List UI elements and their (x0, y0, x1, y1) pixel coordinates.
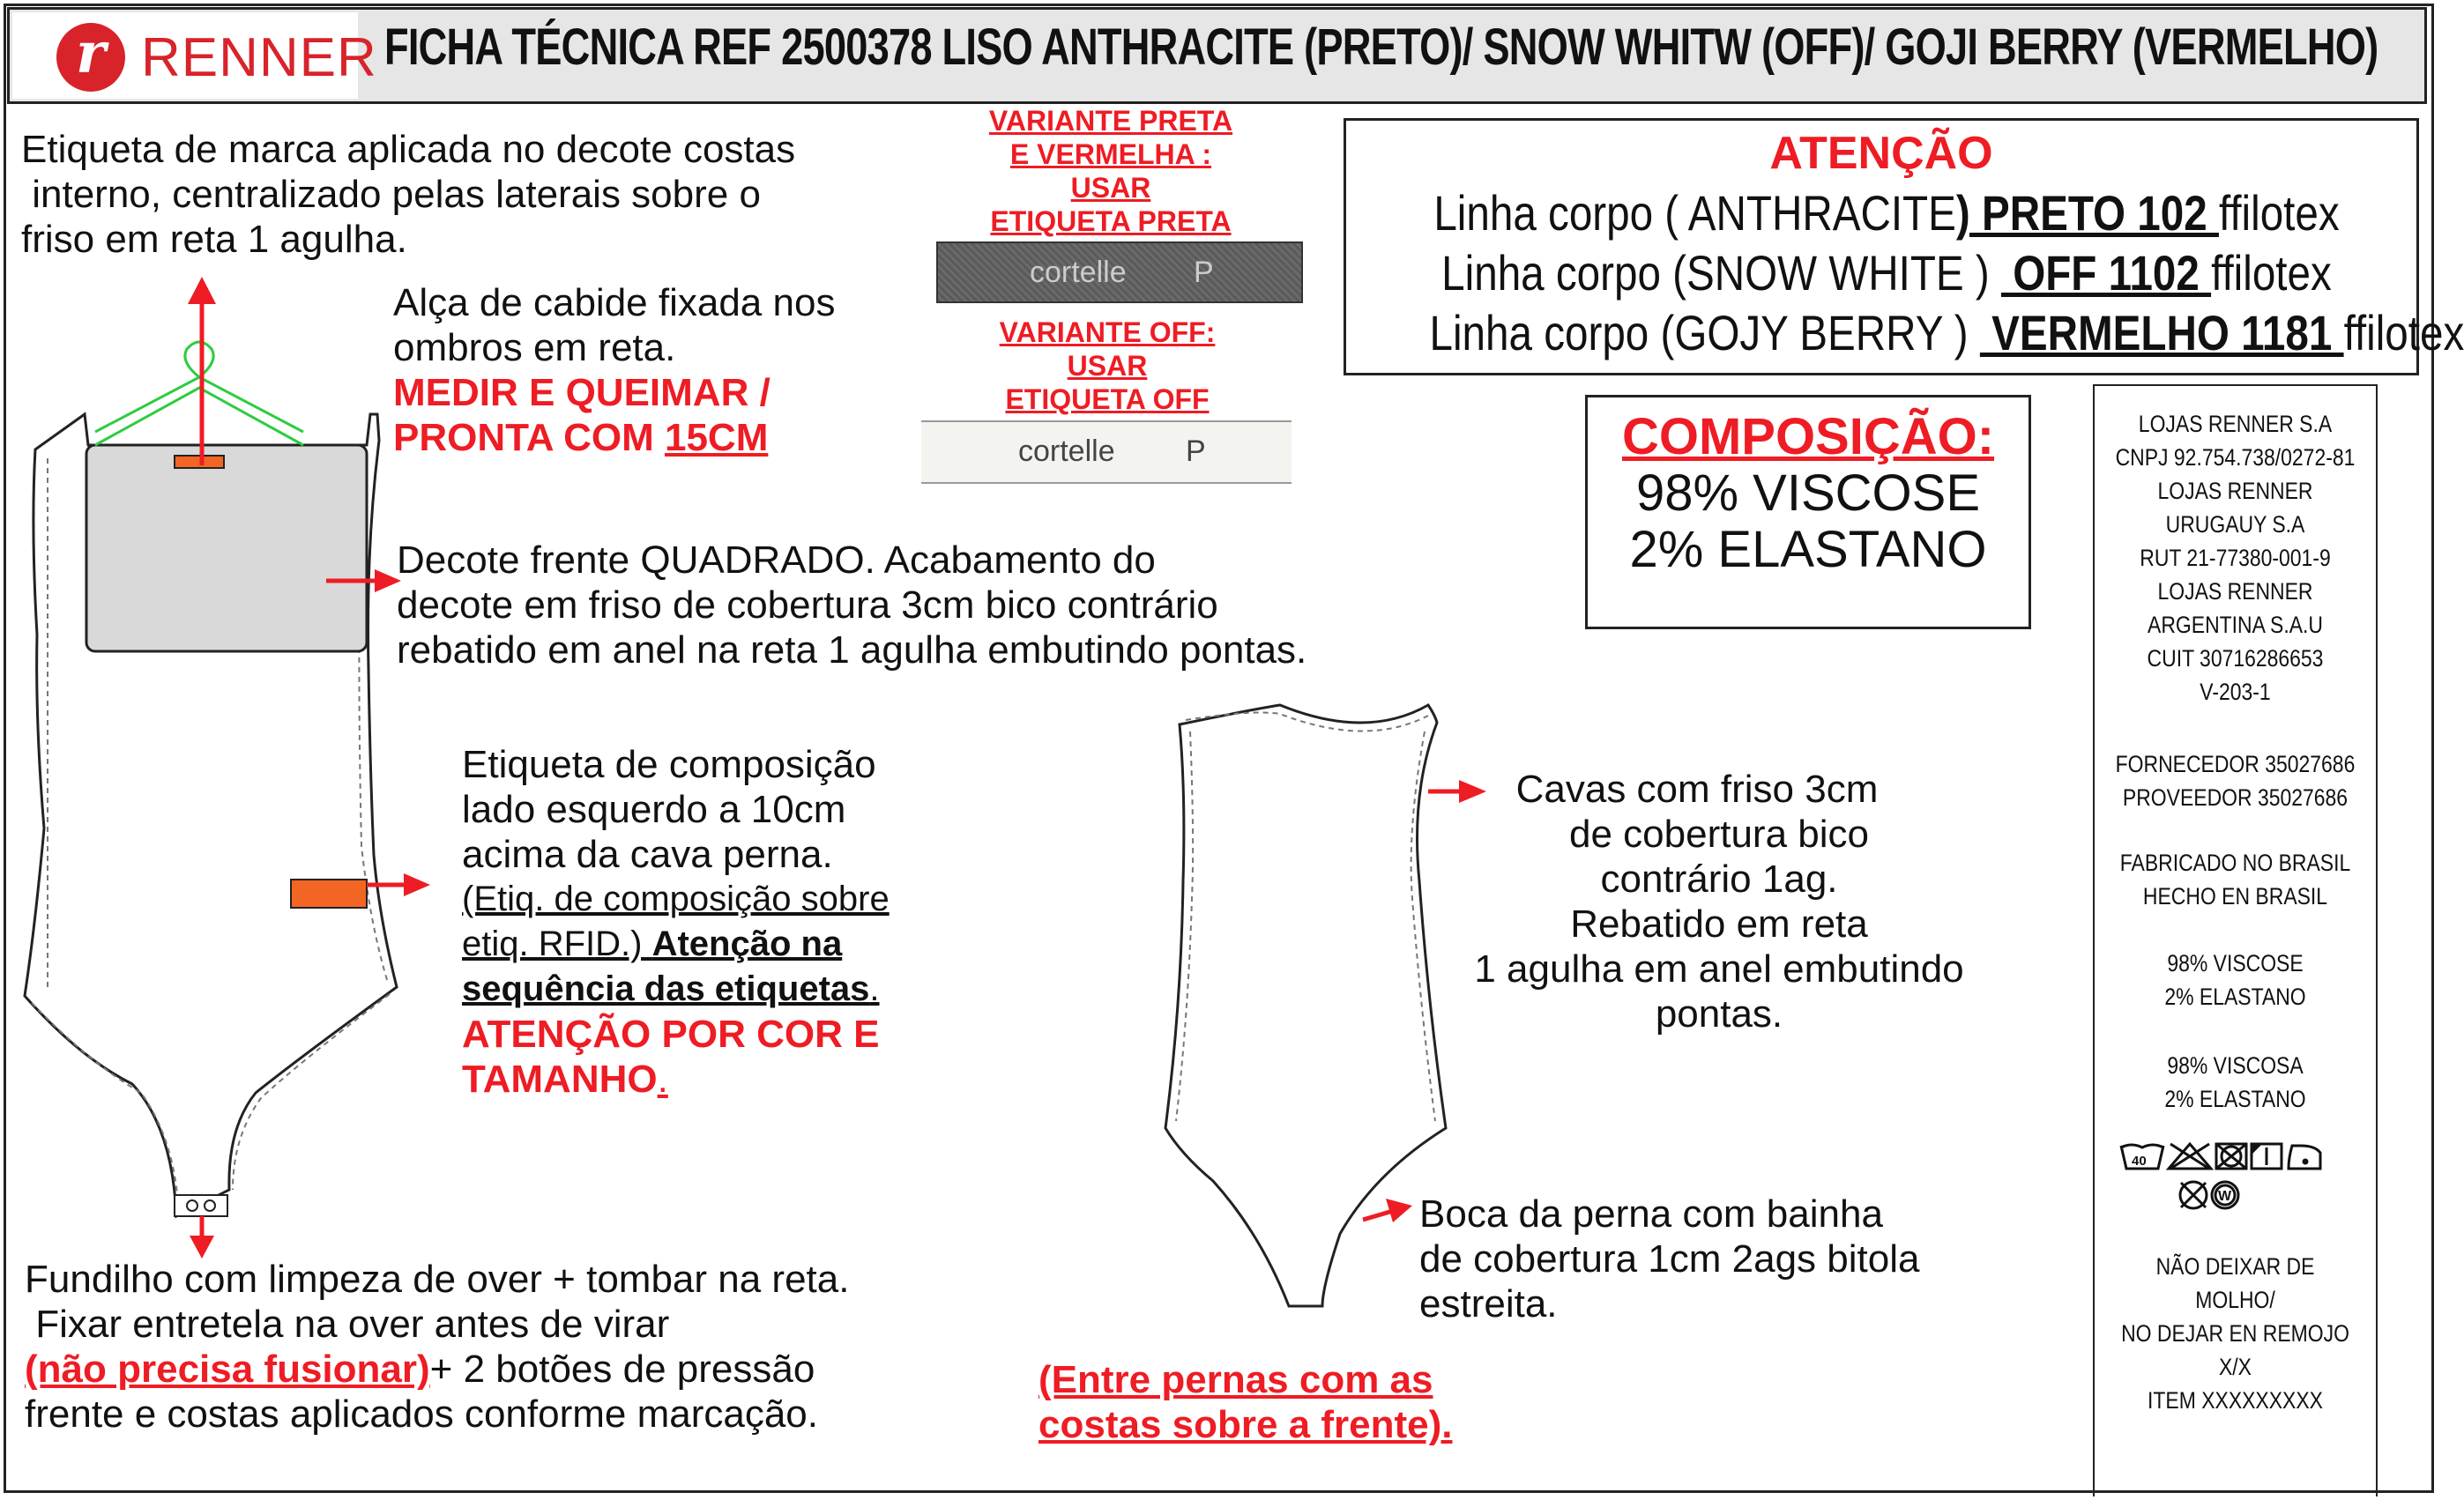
note-neckline (397, 538, 1306, 672)
tag-line: RUT 21-77380-001-9 (2140, 545, 2331, 571)
wet-clean-letter: W (2218, 1189, 2232, 1204)
care-tag-company (2114, 407, 2356, 709)
tag-line: LOJAS RENNER S.A (2138, 411, 2333, 437)
note-line: interno, centralizado pelas laterais sobre o (21, 173, 761, 216)
note-warning (462, 1057, 890, 1102)
note-warning-measure: 15CM (664, 416, 769, 459)
tag-line: 2% ELASTANO (2164, 984, 2306, 1010)
tag-line: PROVEEDOR 35027686 (2122, 784, 2349, 811)
note-line: frente e costas aplicados conforme marcação. (25, 1392, 819, 1436)
note-emphasis: sequência das etiquetas (462, 969, 870, 1008)
note-composition-label (462, 742, 890, 1102)
label-sample-off (921, 420, 1292, 484)
note-line: de cobertura bico (1569, 813, 1869, 856)
variant-off-note (922, 316, 1292, 416)
no-dry-clean-icon (2180, 1182, 2207, 1208)
variant-line: VARIANTE PRETA (988, 105, 1233, 137)
composition-values (1585, 465, 2031, 578)
variant-dark-note (934, 104, 1287, 238)
note-line: (Entre pernas com as (1038, 1358, 1433, 1401)
note-warning-dot: . (657, 1058, 668, 1101)
note-line: (Etiq. de composição sobre (462, 880, 890, 918)
note-line: pontas. (1655, 992, 1783, 1036)
label-size: P (1194, 256, 1214, 289)
note-text: + 2 botões de pressão (429, 1348, 815, 1391)
brand-logo-mark: r (56, 23, 125, 92)
variant-line: E VERMELHA : (1009, 138, 1212, 170)
note-line: Fundilho com limpeza de over + tombar na reta. (25, 1258, 850, 1301)
variant-line: USAR (1067, 350, 1148, 382)
variant-line: ETIQUETA OFF (1005, 383, 1210, 415)
drip-dry-icon (2252, 1144, 2282, 1169)
page-title: FICHA TÉCNICA REF 2500378 LISO ANTHRACITE (PRETO)/ SNOW WHITW (OFF)/ GOJI BERRY (VERMELHO) (384, 19, 2378, 76)
note-brand-label (21, 127, 795, 262)
tag-line: V-203-1 (2200, 679, 2271, 705)
tag-line: X/X (2218, 1354, 2252, 1380)
composition-heading: COMPOSIÇÃO: (1621, 408, 1995, 465)
composition-line: 2% ELASTANO (1629, 521, 1987, 578)
thread-text: Linha corpo (SNOW WHITE ) (1441, 245, 2001, 301)
thread-code: OFF 1102 (2000, 245, 2212, 301)
note-line: Rebatido em reta (1570, 902, 1868, 946)
care-tag-composition-es (2114, 1049, 2356, 1116)
tag-line: LOJAS RENNER (2157, 478, 2313, 504)
thread-line-snow-white (1430, 243, 2344, 303)
tag-line: FABRICADO NO BRASIL (2119, 850, 2351, 876)
note-warning: (não precisa fusionar) (25, 1348, 430, 1391)
label-brand: cortelle (1030, 256, 1127, 289)
brand-logo-text: RENNER (141, 27, 377, 88)
wash-temperature: 40 (2132, 1154, 2147, 1169)
note-text: etiq. RFID.) (462, 925, 652, 963)
note-line: Etiqueta de marca aplicada no decote costas (21, 128, 796, 171)
note-line: Cavas com friso 3cm (1515, 768, 1879, 811)
note-line (25, 1347, 849, 1392)
note-hanger-loop (393, 280, 835, 460)
variant-line: ETIQUETA PRETA (990, 205, 1232, 237)
label-brand: cortelle (1018, 434, 1115, 468)
note-warning-text: TAMANHO (462, 1058, 658, 1101)
note-emphasis: Atenção na (651, 925, 843, 963)
label-size: P (1186, 434, 1206, 468)
variant-line: VARIANTE OFF: (999, 316, 1216, 348)
tag-line: CUIT 30716286653 (2147, 645, 2324, 672)
thread-code: VERMELHO 1181 (1979, 305, 2344, 360)
note-line: Fixar entretela na over antes de virar (25, 1303, 670, 1346)
note-between-legs (1038, 1357, 1453, 1447)
note-crotch (25, 1257, 849, 1437)
note-warning (393, 415, 835, 460)
tag-line: NÃO DEIXAR DE MOLHO/ (2155, 1253, 2315, 1313)
note-line: 1 agulha em anel embutindo (1474, 947, 1964, 991)
wash-40-icon (2121, 1145, 2163, 1169)
note-warning: MEDIR E QUEIMAR / (393, 371, 770, 414)
note-line (462, 967, 890, 1012)
iron-low-icon (2289, 1146, 2320, 1169)
note-leg-opening (1419, 1192, 1919, 1326)
tag-line: 98% VISCOSE (2167, 950, 2304, 976)
attention-heading: ATENÇÃO (1769, 128, 1993, 179)
care-tag-origin (2114, 846, 2356, 913)
tag-line: HECHO EN BRASIL (2142, 883, 2328, 910)
composition-line: 98% VISCOSE (1635, 464, 1981, 522)
note-line: ombros em reta. (393, 326, 676, 369)
note-line: rebatido em anel na reta 1 agulha embutindo pontas. (397, 628, 1307, 672)
tag-line: CNPJ 92.754.738/0272-81 (2115, 444, 2356, 471)
note-line (462, 922, 890, 967)
tag-line: 2% ELASTANO (2164, 1086, 2306, 1112)
tag-line: ITEM XXXXXXXXX (2148, 1387, 2323, 1414)
note-armhole (1455, 767, 1984, 1036)
note-line: Boca da perna com bainha (1419, 1192, 1883, 1236)
note-warning-text: PRONTA COM (393, 416, 665, 459)
thread-line-anthracite (1430, 183, 2344, 243)
label-sample-dark (936, 241, 1303, 303)
thread-code: ) PRETO 102 (1955, 185, 2219, 241)
thread-line-goji-berry (1429, 303, 2464, 363)
attention-thread-list (1349, 183, 2464, 363)
care-tag-supplier (2114, 747, 2356, 814)
tag-line: LOJAS RENNER (2157, 578, 2313, 605)
tag-line: FORNECEDOR 35027686 (2115, 751, 2356, 777)
care-symbols (2119, 1140, 2375, 1229)
no-bleach-icon (2169, 1144, 2211, 1169)
note-line: costas sobre a frente). (1038, 1403, 1453, 1446)
note-line: de cobertura 1cm 2ags bitola (1419, 1237, 1920, 1281)
no-tumble-dry-icon (2216, 1144, 2246, 1169)
note-line: estreita. (1419, 1282, 1558, 1325)
note-line: Alça de cabide fixada nos (393, 281, 836, 324)
care-tag-warning (2114, 1250, 2356, 1417)
tag-line: NO DEJAR EN REMOJO (2121, 1320, 2349, 1347)
note-line: decote em friso de cobertura 3cm bico contrário (397, 583, 1218, 627)
note-line: Etiqueta de composição (462, 743, 876, 786)
note-line: friso em reta 1 agulha. (21, 218, 407, 261)
tag-line: 98% VISCOSA (2167, 1052, 2304, 1079)
wet-clean-w-icon (2212, 1182, 2238, 1208)
note-line: lado esquerdo a 10cm (462, 788, 846, 831)
thread-text: Linha corpo (GOJY BERRY ) (1429, 305, 1980, 360)
thread-brand: ffilotex (2211, 245, 2332, 301)
note-warning: ATENÇÃO POR COR E (462, 1013, 880, 1056)
tag-line: URUGAUY S.A (2165, 511, 2305, 538)
tag-line: ARGENTINA S.A.U (2148, 612, 2323, 638)
note-line: Decote frente QUADRADO. Acabamento do (397, 538, 1156, 582)
note-text: . (869, 969, 880, 1008)
note-line: acima da cava perna. (462, 833, 833, 876)
thread-brand: ffilotex (2218, 185, 2340, 241)
care-tag-composition-pt (2114, 947, 2356, 1014)
thread-brand: ffilotex (2343, 305, 2464, 360)
thread-text: Linha corpo ( ANTHRACITE (1433, 185, 1956, 241)
note-line: contrário 1ag. (1600, 858, 1838, 901)
variant-line: USAR (1070, 172, 1151, 204)
